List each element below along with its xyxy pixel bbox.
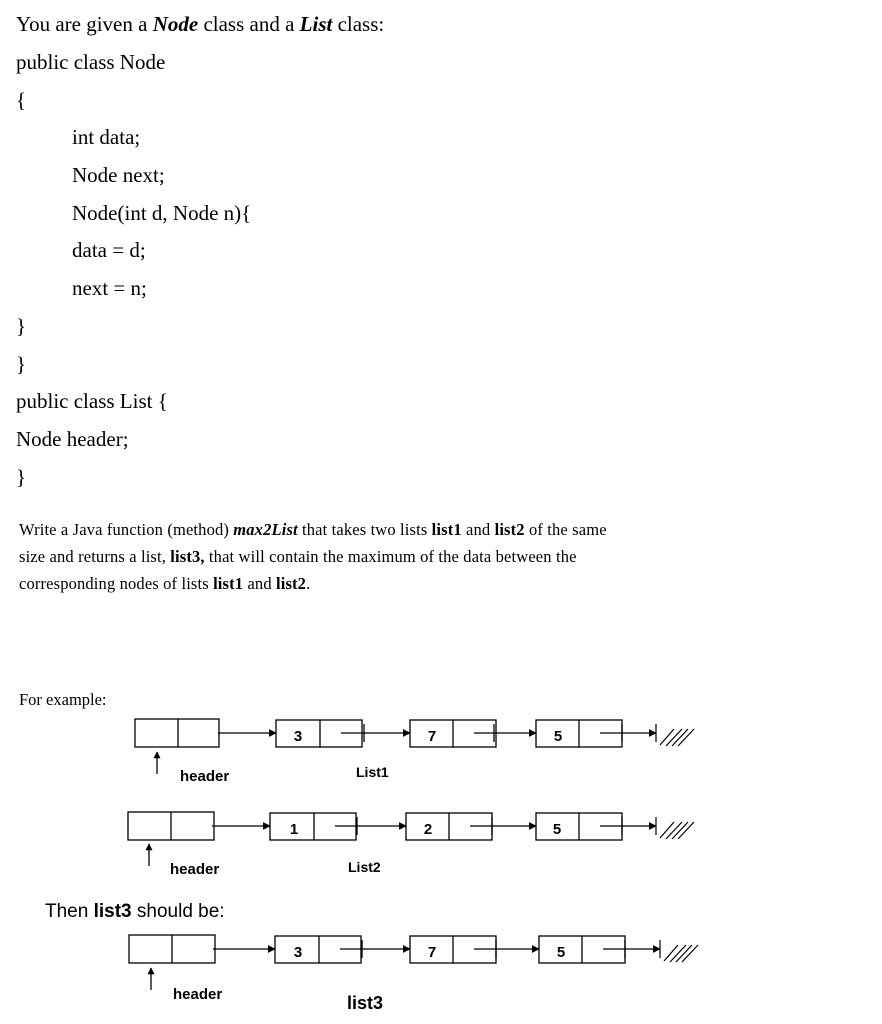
list2-null-ground xyxy=(656,817,694,839)
example-label: For example: xyxy=(19,690,107,709)
list1-term: list1 xyxy=(431,520,462,539)
list2-value-2: 2 xyxy=(423,821,433,838)
list3-value-3: 5 xyxy=(556,944,566,961)
list1-value-3: 5 xyxy=(553,728,563,745)
problem-text: . xyxy=(306,574,311,593)
code-list-field: Node header; xyxy=(16,427,129,451)
problem-text: that takes two lists xyxy=(297,520,432,539)
list1-null-ground xyxy=(656,724,694,746)
list2-value-3: 5 xyxy=(552,821,562,838)
code-node-decl: public class Node xyxy=(16,50,166,74)
code-constructor: Node(int d, Node n){ xyxy=(72,201,252,225)
list1-header-node xyxy=(135,719,219,747)
intro-middle: class and a xyxy=(198,12,300,36)
problem-text: and xyxy=(243,574,276,593)
intro-after: class: xyxy=(332,12,385,36)
then-after: should be: xyxy=(131,901,225,922)
list1-header-label: header xyxy=(180,768,230,785)
list2-term: list2 xyxy=(276,574,307,593)
node-class-name: Node xyxy=(152,12,199,36)
list1-diagram xyxy=(135,719,694,774)
list-class-name: List xyxy=(299,12,333,36)
code-open-brace: { xyxy=(16,88,27,112)
list2-diagram xyxy=(128,812,694,866)
list3-value-1: 3 xyxy=(293,944,303,961)
code-close-brace-3: } xyxy=(16,465,27,489)
code-field-data: int data; xyxy=(72,125,141,149)
list1-value-1: 3 xyxy=(293,728,303,745)
code-close-brace-1: } xyxy=(16,314,27,338)
list2-name: List2 xyxy=(348,859,381,875)
list1-term: list1 xyxy=(213,574,244,593)
list3-diagram xyxy=(129,935,698,990)
list3-name: list3 xyxy=(347,993,384,1013)
problem-text: and xyxy=(461,520,495,539)
list3-null-ground xyxy=(660,940,698,962)
problem-text: Write a Java function (method) xyxy=(19,520,234,539)
list2-header-label: header xyxy=(170,861,220,878)
code-field-next: Node next; xyxy=(72,163,165,187)
list2-term: list2 xyxy=(494,520,525,539)
list1-value-2: 7 xyxy=(427,728,437,745)
list2-value-1: 1 xyxy=(289,821,299,838)
list3-value-2: 7 xyxy=(427,944,437,961)
code-close-brace-2: } xyxy=(16,352,27,376)
problem-text: size and returns a list, xyxy=(19,547,171,566)
problem-text: that will contain the maximum of the data between the xyxy=(204,547,577,566)
code-list-decl: public class List { xyxy=(16,389,168,413)
problem-text: corresponding nodes of lists xyxy=(19,574,214,593)
code-assign-data: data = d; xyxy=(72,238,146,262)
code-assign-next: next = n; xyxy=(72,276,147,300)
list1-name: List1 xyxy=(356,764,389,780)
method-name: max2List xyxy=(233,520,298,539)
intro-before: You are given a xyxy=(16,12,153,36)
then-list3: list3 xyxy=(93,901,132,922)
list3-header-label: header xyxy=(173,986,223,1003)
list3-term: list3, xyxy=(170,547,205,566)
then-before: Then xyxy=(45,901,94,922)
problem-text: of the same xyxy=(524,520,607,539)
